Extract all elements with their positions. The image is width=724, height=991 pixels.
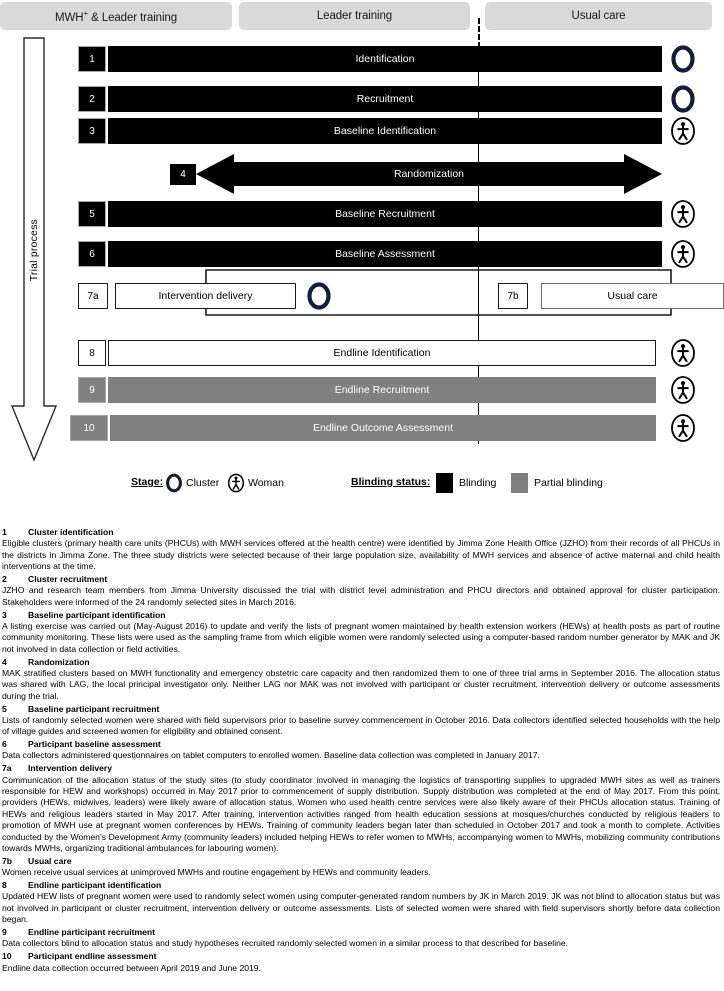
stage-row bbox=[0, 377, 724, 403]
stage-bar-label: Endline Recruitment bbox=[334, 384, 430, 396]
stage-bar-label: Endline Identification bbox=[333, 347, 431, 359]
footnote-body: A listing exercise was carried out (May-August 2016) to update and verify the lists of pregnant women maintained by health extension workers (HEWs) at health posts as part of routine community monitoring. These lists were used as the sampling frame from which eligible women were randomly selected using a computer-based random number generator by MAK and JK not involved in data collection or field activities. bbox=[2, 620, 720, 654]
stage-icon-cluster bbox=[668, 44, 698, 79]
legend-item-woman bbox=[226, 471, 284, 495]
stage-number-box: 7b bbox=[498, 283, 528, 309]
footnote-number: 8 bbox=[2, 880, 7, 891]
stage-bar-label: Baseline Identification bbox=[333, 125, 437, 137]
plus-superscript: + bbox=[83, 8, 89, 18]
footnote-heading bbox=[2, 856, 720, 867]
stage-bar bbox=[108, 201, 662, 227]
stage-number-box: 5 bbox=[78, 201, 106, 227]
stage-icon-cluster bbox=[304, 281, 334, 316]
stage-bar-label: Identification bbox=[355, 53, 415, 65]
woman-figure-icon bbox=[668, 199, 698, 229]
stage-icon-woman bbox=[668, 239, 698, 274]
stage-bar bbox=[108, 241, 662, 267]
stage-row bbox=[0, 415, 724, 441]
legend-item-label: Cluster bbox=[186, 477, 220, 489]
woman-figure-icon bbox=[668, 413, 698, 443]
footnote-body: Updated HEW lists of pregnant women were used to randomly select women using computer-generated random numbers by JK in March 2019. JK was not blind to allocation status but was not involved in participant or cluster recruitment, intervention delivery or outcome assessments. Lists of selected women were shared with field supervisors shortly before data collection began. bbox=[2, 891, 720, 925]
footnote-title: Endline participant recruitment bbox=[28, 927, 156, 938]
stage-icon-woman bbox=[668, 413, 698, 448]
footnote-title: Intervention delivery bbox=[28, 763, 113, 774]
footnote-body: Women receive usual services at unimproved MWHs and routine engagement by HEWs and community leaders. bbox=[2, 867, 431, 878]
stage-number-box: 7a bbox=[78, 283, 108, 309]
stage-row bbox=[0, 46, 724, 72]
randomization-label: Randomization bbox=[393, 168, 465, 180]
footnote-title: Baseline participant identification bbox=[28, 609, 166, 620]
footnote-heading bbox=[2, 704, 720, 715]
woman-figure-icon bbox=[668, 116, 698, 146]
stage-row bbox=[0, 241, 724, 267]
stage-bar-label: Baseline Assessment bbox=[335, 248, 435, 260]
footnote-body: Eligible clusters (primary health care units (PHCUs) with MWH services offered at the health centre) were identified by Jimma Zone Health Office (JZHO) from their records of all PHCUs in the districts in Jimma Zone. The three study districts were selected because of their large population size, availability of MWH services and absence of active maternal and child health interventions at the time. bbox=[2, 538, 720, 572]
stage-bar-label: Usual care bbox=[607, 290, 658, 302]
legend-item-label: Woman bbox=[248, 477, 284, 489]
footnote-title: Cluster identification bbox=[28, 527, 114, 537]
stage-number-box: 3 bbox=[78, 118, 106, 144]
stage-bar bbox=[115, 283, 296, 309]
stage-row bbox=[0, 118, 724, 144]
footnote-number: 9 bbox=[2, 927, 7, 938]
woman-figure-icon bbox=[226, 471, 246, 495]
woman-figure-icon bbox=[668, 239, 698, 269]
trial-process-label: Trial process bbox=[28, 218, 40, 282]
footnote-list bbox=[2, 527, 720, 975]
stage-bar-label: Recruitment bbox=[356, 93, 414, 105]
stage-bar bbox=[108, 118, 662, 144]
stage-bar-label: Endline Outcome Assessment bbox=[312, 422, 454, 434]
arm-tab-label: Leader training bbox=[316, 10, 393, 22]
footnote-heading bbox=[2, 951, 720, 962]
black-swatch-icon bbox=[436, 473, 453, 493]
stage-bar bbox=[541, 283, 724, 309]
footnote-number: 7a bbox=[2, 763, 12, 774]
stage-bar bbox=[108, 377, 656, 403]
stage-row bbox=[0, 86, 724, 112]
footnote-body: MAK stratified clusters based on MWH functionality and emergency obstetric care capacity and then randomized them to one of three trial arms in September 2016. The allocation status was shared with LAG, the local principal investigator only. Neither LAG nor MAK was not involved with participant or cluster recruitment, intervention delivery or outcome assessments during the trial. bbox=[2, 667, 720, 701]
footnote-body: Lists of randomly selected women were shared with field supervisors prior to baseline survey commencement in October 2016. Data collectors identified selected households with the help of village guides and screened women for eligibility and obtained consent. bbox=[2, 714, 720, 737]
stage-bar-label: Intervention delivery bbox=[158, 290, 253, 302]
footnote-heading bbox=[2, 763, 720, 774]
stage-number-box: 10 bbox=[70, 415, 108, 441]
stage-row bbox=[0, 201, 724, 227]
stage-bar bbox=[108, 340, 656, 366]
footnote-heading bbox=[2, 657, 720, 668]
footnote-title: Baseline participant recruitment bbox=[28, 703, 160, 714]
stage-icon-cluster bbox=[668, 84, 698, 119]
footnote-title: Randomization bbox=[28, 656, 90, 667]
legend bbox=[0, 468, 724, 506]
cluster-ring-icon bbox=[668, 84, 698, 114]
cluster-ring-icon bbox=[668, 44, 698, 74]
footnote-title: Cluster recruitment bbox=[28, 574, 108, 584]
footnote-heading bbox=[2, 574, 720, 585]
stage-bar-label: Baseline Recruitment bbox=[335, 208, 435, 220]
footnote-heading bbox=[2, 927, 720, 938]
legend-item-label: Blinding bbox=[459, 477, 497, 489]
legend-item-blinding bbox=[436, 473, 496, 493]
footnote-body: Data collectors administered questionnaires on tablet computers to enrolled women. Baseline data collection was completed in January 2017. bbox=[2, 750, 540, 761]
stage-icon-woman bbox=[668, 338, 698, 373]
stage-number-box: 2 bbox=[78, 86, 106, 112]
footnote-number: 3 bbox=[2, 609, 7, 620]
footnote-title: Usual care bbox=[28, 856, 72, 866]
stage-number-box: 1 bbox=[78, 46, 106, 72]
cluster-ring-icon bbox=[304, 281, 334, 311]
cluster-ring-icon bbox=[164, 471, 184, 495]
arm-tab-label: MWH+ & Leader training bbox=[54, 8, 177, 24]
footnote-number: 2 bbox=[2, 574, 7, 584]
legend-item-cluster bbox=[164, 471, 219, 495]
randomization-row bbox=[0, 154, 724, 194]
stage-bar bbox=[108, 46, 662, 72]
stage-row bbox=[0, 340, 724, 366]
footnote-body: Endline data collection occurred between April 2019 and June 2019. bbox=[2, 962, 261, 973]
legend-item-partial-blinding bbox=[511, 473, 603, 493]
legend-stage-label: Stage: bbox=[131, 476, 164, 488]
footnote-number: 4 bbox=[2, 656, 7, 667]
footnote-body: Data collectors blind to allocation status and study hypotheses recruited randomly selected women in a similar process to that described for baseline. bbox=[2, 938, 569, 949]
footnote-title: Participant baseline assessment bbox=[28, 739, 161, 750]
stage-bar bbox=[110, 415, 656, 441]
stage-icon-woman bbox=[668, 375, 698, 410]
footnote-number: 1 bbox=[2, 527, 7, 537]
stage-number-box: 6 bbox=[78, 241, 106, 267]
footnote-number: 6 bbox=[2, 739, 7, 750]
footnote-number: 10 bbox=[2, 951, 12, 962]
legend-item-label: Partial blinding bbox=[534, 477, 603, 489]
randomization-number-box: 4 bbox=[170, 164, 196, 185]
stage-icon-woman bbox=[668, 116, 698, 151]
footnote-heading bbox=[2, 739, 720, 750]
footnote-number: 5 bbox=[2, 703, 7, 714]
footnote-title: Endline participant identification bbox=[28, 880, 162, 891]
legend-blinding-label: Blinding status: bbox=[351, 476, 431, 488]
gray-swatch-icon bbox=[511, 473, 528, 493]
intervention-row bbox=[0, 283, 724, 309]
stage-number-box: 8 bbox=[78, 340, 106, 366]
footnote-body: Communication of the allocation status of the study sites (to study coordinator involved in managing the logistics of transporting supplies to upgraded MWH sites as well as trainers responsible for HEW and workshops) occurred in May 2017 prior to commencement of supply distribution. Supply distribution was completed at the end of May 2017. From this point, providers (HEWs, midwives, leaders) were likely aware of allocation status. Women who used health centre services were also likely aware of their PHCUs allocation status. Training of HEWs and religious leaders started in May 2017. After training, intervention activities ranged from health education sessions at mosques/churches conducted by religious leaders to promotion of MWH use at pregnant women conferences by HEWs. Training of community leaders began later than scheduled in October 2017 and took a month to complete. Activities conducted by the Women’s Development Army (community leaders) included helping HEWs to refer women to MWHs, accompanying women to MWHs, mobilizing community contributions towards MWHs, organizing traditional ambulances for labouring women). bbox=[2, 774, 720, 854]
stage-number-box: 9 bbox=[78, 377, 106, 403]
stage-icon-woman bbox=[668, 199, 698, 234]
footnote-heading bbox=[2, 880, 720, 891]
footnote-body: JZHO and research team members from Jimma University discussed the trial with district level administration and PHCU directors and obtained approval for cluster participation. Stakeholders were informed of the 24 randomly selected sites in March 2016. bbox=[2, 585, 720, 607]
footnote-number: 7b bbox=[2, 856, 13, 866]
woman-figure-icon bbox=[668, 338, 698, 368]
footnote-title: Participant endline assessment bbox=[28, 951, 157, 962]
footnote-heading bbox=[2, 527, 720, 538]
stage-bar bbox=[108, 86, 662, 112]
arm-tab-label: Usual care bbox=[571, 10, 626, 22]
footnote-heading bbox=[2, 610, 720, 621]
woman-figure-icon bbox=[668, 375, 698, 405]
